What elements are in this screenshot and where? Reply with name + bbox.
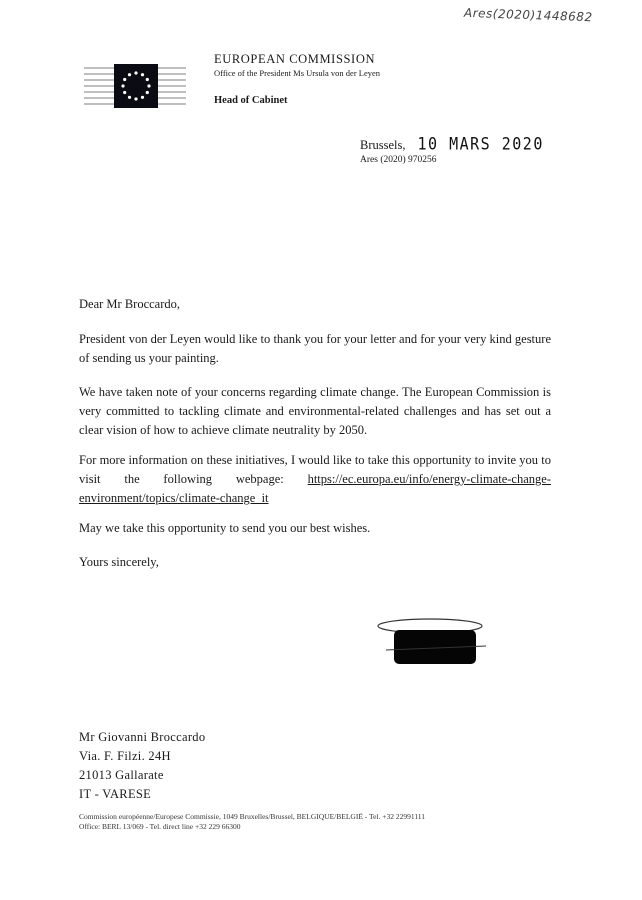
recipient-country: IT - VARESE bbox=[79, 787, 152, 801]
reference-number: Ares (2020) 970256 bbox=[360, 155, 437, 165]
recipient-name: Mr Giovanni Broccardo bbox=[79, 730, 206, 744]
closing: Yours sincerely, bbox=[79, 555, 159, 569]
handwritten-reference: Ares(2020)1448682 bbox=[463, 5, 593, 25]
paragraph-info-text: For more information on these initiatives, I would like to take this opportunity to invite you to visit the following webpage: bbox=[79, 453, 551, 486]
webpage-link[interactable]: https://ec.europa.eu/info/energy-climate-change-environment/topics/climate-change_it bbox=[79, 472, 551, 505]
organization-name: EUROPEAN COMMISSION bbox=[214, 52, 376, 66]
sender-position: Head of Cabinet bbox=[214, 95, 288, 106]
recipient-city: 21013 Gallarate bbox=[79, 768, 164, 782]
footer-office: Office: BERL 13/069 - Tel. direct line +32 229 66300 bbox=[79, 822, 241, 831]
office-line: Office of the President Ms Ursula von der Leyen bbox=[214, 68, 381, 78]
paragraph-thanks: President von der Leyen would like to thank you for your letter and for your very kind gesture of sending us your painting. bbox=[79, 332, 551, 365]
letterhead bbox=[214, 52, 380, 106]
date-block bbox=[360, 135, 544, 165]
paragraph-wishes: May we take this opportunity to send you our best wishes. bbox=[79, 521, 371, 535]
recipient-street: Via. F. Filzi. 24H bbox=[79, 749, 171, 763]
redacted-signature bbox=[372, 612, 488, 672]
paragraph-info bbox=[79, 451, 551, 508]
european-commission-logo bbox=[84, 64, 186, 108]
date-stamp: 10 MARS 2020 bbox=[417, 133, 544, 155]
footer-address: Commission européenne/Europese Commissie, 1049 Bruxelles/Brussel, BELGIQUE/BELGIË - Tel. +32 22991111 bbox=[79, 812, 426, 821]
salutation: Dear Mr Broccardo, bbox=[79, 297, 180, 311]
footer bbox=[79, 812, 425, 832]
paragraph-climate: We have taken note of your concerns regarding climate change. The European Commission is very committed to tackling climate and environmental-related challenges and has set out a clear vision of how to achieve climate neutrality by 2050. bbox=[79, 385, 551, 437]
city: Brussels, bbox=[360, 138, 406, 152]
recipient-address bbox=[79, 728, 205, 804]
